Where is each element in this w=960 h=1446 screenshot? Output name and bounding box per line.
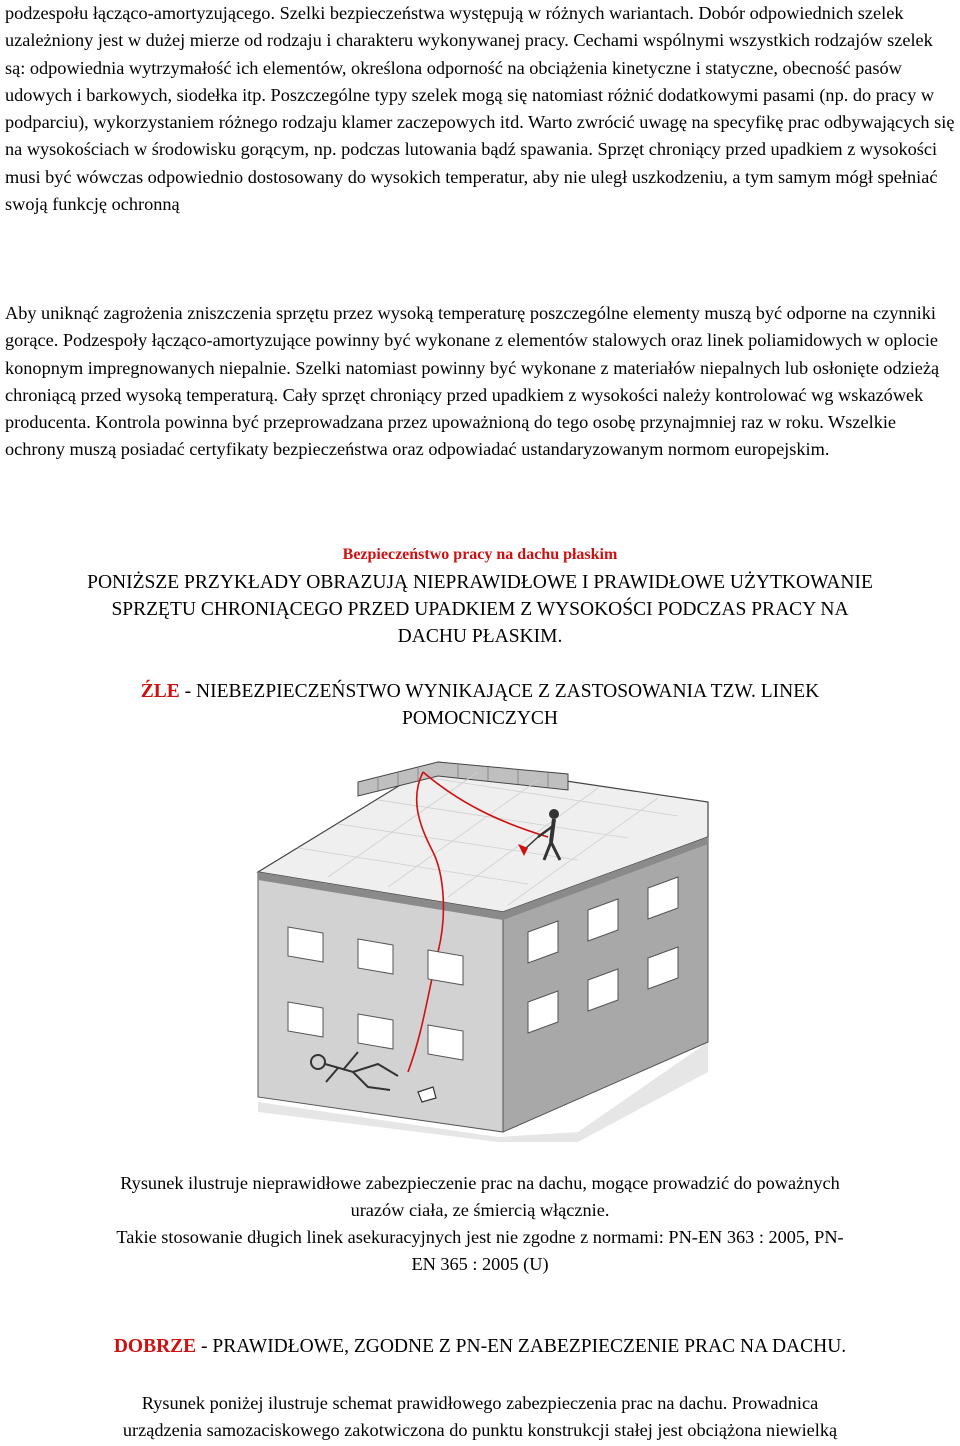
examples-heading-line3: DACHU PŁASKIM. xyxy=(397,626,563,647)
caption-correct xyxy=(0,1390,960,1444)
bad-example-heading xyxy=(0,678,960,732)
bad-label: ŹLE xyxy=(140,681,180,702)
caption-correct-line2: urządzenia samozaciskowego zakotwiczona do punktu konstrukcji stałej jest obciążona niewielką xyxy=(122,1420,838,1440)
bad-example-heading-line1 xyxy=(0,678,960,705)
bad-example-heading-line2: POMOCNICZYCH xyxy=(401,708,559,729)
caption-standards-line1: Takie stosowanie długich linek asekuracyjnych jest nie zgodne z normami: PN-EN 363 : 2005, PN- xyxy=(116,1227,844,1247)
unsafe-roof-illustration xyxy=(248,742,716,1142)
heat-resistance-paragraph: Aby uniknąć zagrożenia zniszczenia sprzętu przez wysoką temperaturę poszczególne elementy muszą być odporne na czynniki gorące. Podzespoły łącząco-amortyzujące powinny być wykonane z elementów stalowych oraz linek poliamidowych w oplocie konopnym impregnowanych niepalnie. Szelki natomiast powinny być wykonane z materiałów niepalnych lub osłonięte odzieżą chroniącą przed wysoką temperaturą. Cały sprzęt chroniący przed upadkiem z wysokości należy kontrolować wg wskazówek producenta. Kontrola powinna być przeprowadzana przez upoważnioną do tego osobę przynajmniej raz w roku. Wszelkie ochrony muszą posiadać certyfikaty bezpieczeństwa oraz odpowiadać ustandaryzowanym normom europejskim. xyxy=(5,303,940,460)
good-label: DOBRZE xyxy=(113,1336,197,1357)
caption-correct-line1: Rysunek poniżej ilustruje schemat prawidłowego zabezpieczenia prac na dachu. Prowadnica xyxy=(141,1393,819,1413)
caption-incorrect xyxy=(0,1170,960,1278)
good-heading-text: - PRAWIDŁOWE, ZGODNE Z PN-EN ZABEZPIECZENIE PRAC NA DACHU. xyxy=(196,1336,847,1357)
examples-heading xyxy=(0,569,960,650)
intro-paragraph: podzespołu łącząco-amortyzującego. Szelki bezpieczeństwa występują w różnych wariantach. Dobór odpowiednich szelek uzależniony jest w dużej mierze od rodzaju i charakteru wykonywanej pracy. Cechami wspólnymi wszystkich rodzajów szelek są: odpowiednia wytrzymałość ich elementów, określona odporność na obciążenia kinetyczne i statyczne, obecność pasów udowych i barkowych, siodełka itp. Poszczególne typy szelek mogą się natomiast różnić dodatkowymi pasami (np. do pracy w podparciu), wykorzystaniem różnego rodzaju klamer zaczepowych itd. Warto zwrócić uwagę na specyfikę prac odbywających się na wysokościach w środowisku gorącym, np. podczas lutowania bądź spawania. Sprzęt chroniący przed upadkiem z wysokości musi być wówczas odpowiednio dostosowany do wysokich temperatur, aby nie uległ uszkodzeniu, a tym samym mógł spełniać swoją funkcję ochronną xyxy=(5,3,955,215)
caption-incorrect-line2: urazów ciała, ze śmiercią włącznie. xyxy=(350,1200,610,1220)
examples-heading-line2: SPRZĘTU CHRONIĄCEGO PRZED UPADKIEM Z WYSOKOŚCI PODCZAS PRACY NA xyxy=(111,599,849,620)
caption-incorrect-line1: Rysunek ilustruje nieprawidłowe zabezpieczenie prac na dachu, mogące prowadzić do poważnych xyxy=(120,1173,840,1193)
examples-heading-line1: PONIŻSZE PRZYKŁADY OBRAZUJĄ NIEPRAWIDŁOWE I PRAWIDŁOWE UŻYTKOWANIE xyxy=(87,572,873,593)
good-example-heading xyxy=(0,1333,960,1360)
bad-heading-text: - NIEBEZPIECZEŃSTWO WYNIKAJĄCE Z ZASTOSOWANIA TZW. LINEK xyxy=(179,681,820,702)
caption-standards-line2: EN 365 : 2005 (U) xyxy=(411,1254,549,1274)
section-title: Bezpieczeństwo pracy na dachu płaskim xyxy=(342,546,618,563)
